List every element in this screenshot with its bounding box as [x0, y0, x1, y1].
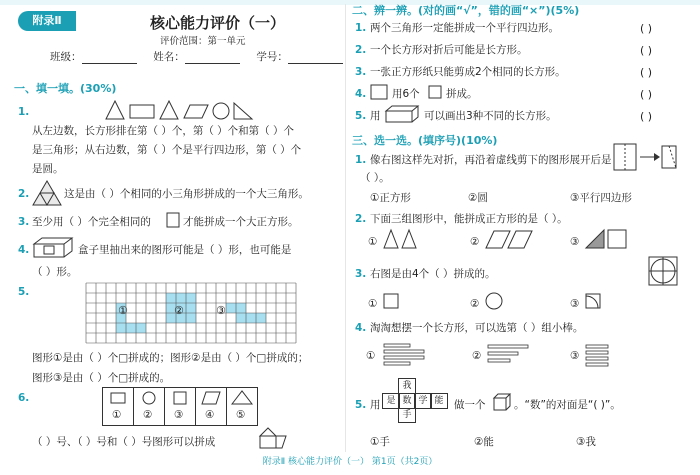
s3-q5-option-1[interactable]: ①手 [370, 436, 390, 448]
sticks-group-1 [382, 342, 428, 368]
grid-fill-cell [186, 293, 196, 303]
right-triangle-shape [234, 103, 252, 119]
s3-q3-option-1[interactable]: ① [368, 298, 378, 310]
page-title: 核心能力评价（一） [150, 14, 286, 32]
s3-q4-option-1[interactable]: ① [366, 350, 376, 362]
s3-q5-number: 5. [355, 399, 367, 411]
s3-q1-text: 像右图这样先对折，再沿着虚线剪下的图形展开后是 [370, 154, 612, 166]
s3-q5-option-2[interactable]: ②能 [474, 436, 494, 448]
q4-number: 4. [18, 244, 30, 256]
grid-fill-cell [176, 293, 186, 303]
s2-item5-text-b: 可以画出3种不同的长方形。 [424, 110, 557, 122]
box-icon [32, 236, 74, 258]
net-cell: 能 [430, 393, 448, 409]
cuboid-icon [384, 104, 420, 124]
square-shape [174, 392, 186, 404]
q1-line3: 是圆。 [32, 163, 64, 175]
grid-fill-cell [166, 293, 176, 303]
s2-item1-number: 1. [355, 22, 367, 34]
grid-fill-cell [186, 303, 196, 313]
q5-label-2: ② [174, 304, 184, 317]
s3-q5-text-a: 用 [370, 399, 381, 411]
class-field[interactable] [82, 52, 137, 64]
small-square-icon [428, 85, 442, 99]
house-shape-icon [258, 427, 290, 449]
appendix-badge: 附录Ⅱ [18, 11, 76, 31]
q3-number: 3. [18, 216, 30, 228]
q1-line2: 是三角形；从右边数，第（ ）个是平行四边形，第（ ）个 [32, 144, 302, 156]
grid-fill-cell [236, 303, 246, 313]
s3-q2-option-1[interactable]: ① [368, 236, 378, 248]
top-band [0, 0, 700, 5]
q2-triangle-figure [32, 180, 62, 206]
id-label: 学号： [256, 51, 288, 63]
big-square-icon [370, 84, 388, 100]
page-footer: 附录Ⅱ 核心能力评价（一） 第1页（共2页） [262, 457, 438, 467]
q6-line: （ ）号、（ ）号和（ ）号图形可以拼成 [32, 436, 216, 448]
s2-item5-answer[interactable]: ( ) [640, 110, 653, 123]
s3-q4-option-3[interactable]: ③ [570, 350, 580, 362]
s3-q1-option-2[interactable]: ②圆 [468, 192, 488, 204]
net-cell: 手 [398, 408, 416, 423]
section2-heading: 二、辨一辨。(对的画“√”，错的画“×”)(5%) [352, 4, 580, 17]
q5-number: 5. [18, 286, 30, 298]
two-triangles-figure [382, 228, 418, 250]
q6-label-4: ④ [205, 409, 215, 421]
s3-q2-option-2[interactable]: ② [470, 236, 480, 248]
s3-q2-text: 下面三组图形中，能拼成正方形的是（ ）。 [370, 213, 568, 225]
s2-item5-number: 5. [355, 110, 367, 122]
grid-fill-cell [246, 313, 256, 323]
triangle-shape [106, 101, 124, 119]
info-line [50, 51, 343, 64]
q5-label-3: ③ [216, 304, 226, 317]
grid-fill-cell [256, 313, 266, 323]
s3-q4-number: 4. [355, 322, 367, 334]
small-square-option [382, 290, 402, 310]
fold-cut-figure [612, 142, 682, 172]
s3-q1-number: 1. [355, 154, 367, 166]
circle-option [484, 290, 504, 310]
q6-label-3: ③ [174, 409, 184, 421]
grid-fill-cell [226, 303, 236, 313]
s2-item2-answer[interactable]: ( ) [640, 44, 653, 57]
q2-text: 这是由（ ）个相同的小三角形拼成的一个大三角形。 [64, 188, 309, 200]
q3-text-a: 至少用（ ）个完全相同的 [32, 216, 151, 228]
evaluation-scope: 评价范围：第一单元 [160, 36, 246, 47]
s3-q4-text: 淘淘想摆一个长方形，可以选第（ ）组小棒。 [370, 322, 584, 334]
s3-q4-option-2[interactable]: ② [472, 350, 482, 362]
s2-item2-number: 2. [355, 44, 367, 56]
s3-q1-option-1[interactable]: ①正方形 [370, 192, 411, 204]
s3-q3-number: 3. [355, 268, 367, 280]
net-cell: 是 [382, 393, 400, 409]
s3-q2-number: 2. [355, 213, 367, 225]
sticks-group-2 [486, 342, 532, 368]
s2-item3-number: 3. [355, 66, 367, 78]
parallelogram-shape [184, 105, 208, 118]
s2-item4-number: 4. [355, 88, 367, 100]
rectangle-shape [111, 393, 125, 403]
q6-label-1: ① [112, 409, 122, 421]
q1-number: 1. [18, 106, 30, 118]
section1-heading: 一、填一填。(30%) [14, 82, 117, 95]
net-cell: 学 [414, 393, 432, 409]
grid-fill-cell [136, 323, 146, 333]
quarter-shape-option [584, 290, 604, 310]
circle-in-square-figure [648, 256, 678, 286]
circle-shape [143, 392, 155, 404]
q6-label-5: ⑤ [236, 409, 246, 421]
rectangle-shape [130, 105, 154, 118]
class-label: 班级： [50, 51, 82, 63]
s3-q2-option-3[interactable]: ③ [570, 236, 580, 248]
triangle-shape [232, 391, 252, 404]
s2-item1-text: 两个三角形一定能拼成一个平行四边形。 [370, 22, 559, 34]
triangle-square-figure [584, 228, 628, 250]
q4-line1: 盒子里抽出来的图形可能是（ ）形，也可能是 [78, 244, 292, 256]
circle-shape [213, 103, 229, 119]
grid-fill-cell [126, 323, 136, 333]
q1-line1: 从左边数，长方形排在第（ ）个，第（ ）个和第（ ）个 [32, 125, 295, 137]
s2-item1-answer[interactable]: ( ) [640, 22, 653, 35]
q4-line2: （ ）形。 [32, 266, 78, 278]
net-cell: 数 [398, 393, 416, 409]
q5-label-1: ① [118, 304, 128, 317]
grid-fill-cell [186, 313, 196, 323]
grid-fill-cell [116, 323, 126, 333]
name-label: 姓名： [153, 51, 185, 63]
q1-shapes [104, 99, 264, 121]
page-divider [345, 4, 346, 452]
q5-line1: 图形①是由（ ）个□拼成的；图形②是由（ ）个□拼成的； [32, 352, 309, 364]
q5-line2: 图形③是由（ ）个□拼成的。 [32, 372, 171, 384]
cube-icon [492, 392, 512, 412]
s3-q3-text: 右图是由4个（ ）拼成的。 [370, 268, 496, 280]
net-cell: 我 [398, 378, 416, 394]
s2-item3-answer[interactable]: ( ) [640, 66, 653, 79]
s2-item4-text-b: 用6个 [392, 88, 420, 100]
s3-q3-option-3[interactable]: ③ [570, 298, 580, 310]
parallelogram-shape [202, 392, 220, 404]
q3-text-b: 才能拼成一个大正方形。 [183, 216, 299, 228]
name-field[interactable] [185, 52, 240, 64]
s3-q5-option-3[interactable]: ③我 [576, 436, 596, 448]
s3-q5-text-b: 做一个 [454, 399, 486, 411]
s2-item4-answer[interactable]: ( ) [640, 88, 653, 101]
triangle-shape [160, 101, 178, 119]
section3-heading: 三、选一选。(填序号)(10%) [352, 134, 498, 147]
q6-number: 6. [18, 392, 30, 404]
s2-item5-text-a: 用 [370, 110, 381, 122]
s3-q1-paren: （ ）。 [360, 172, 390, 184]
square-icon [166, 212, 180, 228]
s3-q3-option-2[interactable]: ② [470, 298, 480, 310]
s2-item4-text-c: 拼成。 [446, 88, 478, 100]
cube-net [382, 378, 448, 422]
parallelogram-pair-figure [484, 228, 534, 250]
sticks-group-3 [584, 342, 614, 368]
s2-item3-text: 一张正方形纸只能剪成2个相同的长方形。 [370, 66, 566, 78]
s2-item2-text: 一个长方形对折后可能是长方形。 [370, 44, 528, 56]
id-field[interactable] [288, 52, 343, 64]
q2-number: 2. [18, 188, 30, 200]
q6-label-2: ② [143, 409, 153, 421]
s3-q5-text-c: 。“数”的对面是“( )”。 [514, 399, 621, 411]
s3-q1-option-3[interactable]: ③平行四边形 [570, 192, 632, 204]
grid-fill-cell [236, 313, 246, 323]
